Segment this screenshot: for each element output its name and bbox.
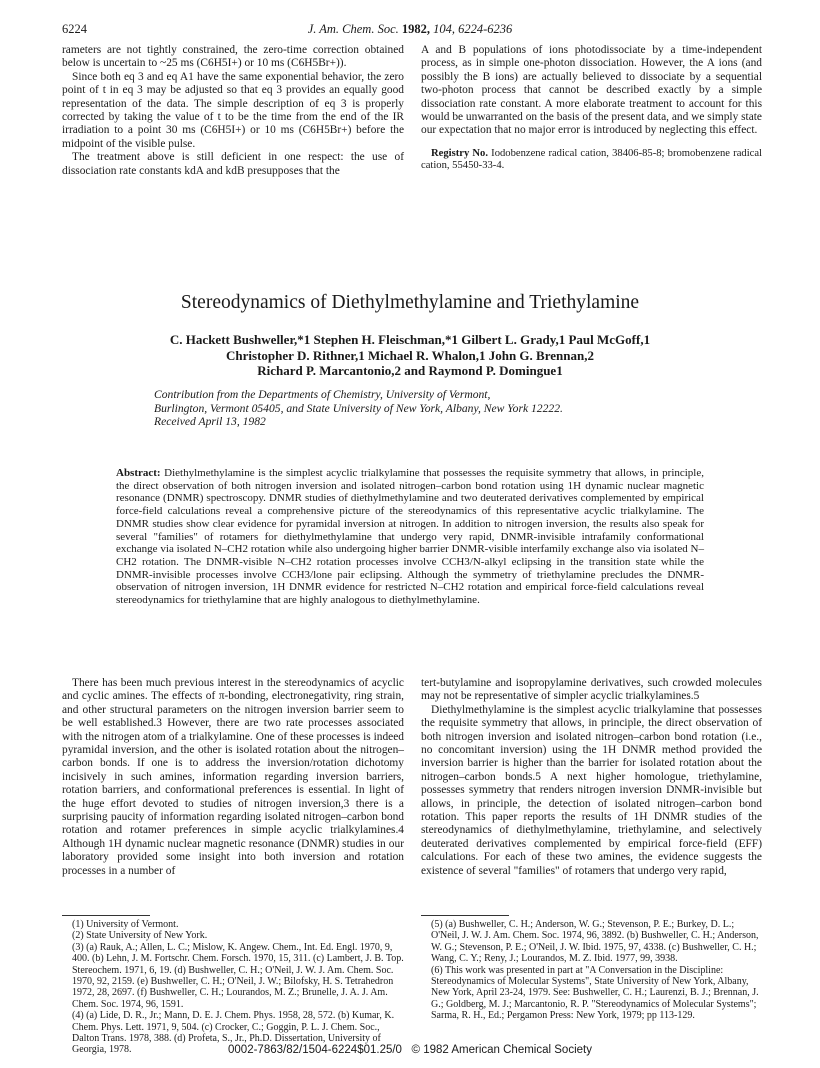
registry-text: Iodobenzene radical cation, 38406-85-8; bromobenzene radical cation, 55450-33-4.: [421, 147, 762, 172]
footnote-divider-left: [62, 915, 150, 916]
journal-header: [0, 22, 820, 37]
article-title: Stereodynamics of Diethylmethylamine and Triethylamine: [180, 292, 640, 313]
footnotes-left: [62, 919, 404, 1056]
copyright-notice: © 1982 American Chemical Society: [411, 1044, 592, 1056]
journal-volume-pages: 104, 6224-6236: [433, 22, 513, 36]
footnotes-right: [421, 919, 762, 1022]
body-right-column: [421, 677, 762, 878]
body-paragraph-1: There has been much previous interest in the stereodynamics of acyclic and cyclic amines. The effects of π-bonding, electronegativity, ring strain, and other structural parameters on the nitrogen inversion barrier seem to be well established.3 However, there are two rate processes associated with the nitrogen atom of a trialkylamine. One of these processes is indeed pyramidal inversion, and the other is isolated rotation about the nitrogen–carbon bonds. If one is to address the inversion/rotation dichotomy incisively in such amines, information regarding inversion barriers, rotation barriers, and conformational preferences is essential. In light of the huge effort devoted to studies of nitrogen inversion,3 there is a surprising paucity of information regarding isolated nitrogen–carbon bond rotation and rotamer preferences in simple acyclic trialkylamines.4 Although 1H dynamic nuclear magnetic resonance (DNMR) studies in our laboratory provided some insight into both inversion and rotation processes in a number of: [62, 677, 404, 877]
issn-code: 0002-7863/82/1504-6224$01.25/0: [228, 1044, 402, 1056]
page-number: 6224: [62, 22, 87, 36]
prev-paragraph-2: Since both eq 3 and eq A1 have the same exponential behavior, the zero point of t in eq 3 may be adjusted so that eq 3 provides an equally good representation of the data. The simple description of eq 3 is properly corrected by taking the value of t to be the time from the end of the IR irradiation to a point 30 ms (C6H5I+) or 10 ms (C6H5Br+) before the midpoint of the visible pulse.: [62, 70, 404, 150]
footnote-6: (6) This work was presented in part at "A Conversation in the Discipline: Stereodynamics of Molecular Systems", State University of New York, Albany, New York, April 23-24, 1979. See: Bushweller, C. H.; Laurenzi, B. J.; Brennan, J. G.; Goldberg, M. J.; Marcantonio, R. P. "Stereodynamics of Molecular Systems"; Sarma, R. H., Ed.; Pergamon Press: New York, 1979; pp 113-129.: [431, 964, 759, 1022]
footnote-3: (3) (a) Rauk, A.; Allen, L. C.; Mislow, K. Angew. Chem., Int. Ed. Engl. 1970, 9, 400. (b) Lehn, J. M. Fortschr. Chem. Forsch. 1970, 15, 311. (c) Lambert, J. B. Top. Stereochem. 1971, 6, 19. (d) Bushweller, C. H.; O'Neil, J. W. J. Am. Chem. Soc. 1970, 92, 2159. (e) Bushweller, C. H.; O'Neil, J. W.; Bilofsky, H. S. Tetrahedron 1972, 28, 2697. (f) Bushweller, C. H.; Lourandos, M. Z.; Brunelle, J. A. J. Am. Chem. Soc. 1974, 96, 1591.: [72, 941, 404, 1010]
prev-article-right-column: [421, 44, 762, 173]
prev-article-left-column: [62, 44, 404, 178]
abstract: [116, 467, 704, 607]
author-line-3: Richard P. Marcantonio,2 and Raymond P. Domingue1: [257, 363, 563, 379]
affiliation-line-1: Contribution from the Departments of Chemistry, University of Vermont,: [154, 388, 491, 401]
body-paragraph-3: Diethylmethylamine is the simplest acyclic trialkylamine that possesses the requisite symmetry that allows, in principle, the direct observation of both nitrogen inversion and isolated nitrogen–carbon bond rotation (i.e., no concomitant inversion) using the 1H DNMR method provided the inversion barrier is higher than the barrier for isolated rotation about the nitrogen–carbon bonds.5 A next higher homologue, triethylamine, possesses symmetry that renders nitrogen inversion DNMR-invisible but allows, in principle, the detection of isolated nitrogen–carbon bond rotation. This paper reports the results of 1H DNMR studies of the stereodynamics of diethylmethylamine, triethylamine, and selectively deuterated derivatives complemented by empirical force-field (EFF) calculations. For each of these two amines, the evidence suggests the existence of several "families" of rotamers that undergo very rapid,: [421, 703, 762, 877]
journal-year: 1982,: [401, 22, 431, 36]
author-line-2: Christopher D. Rithner,1 Michael R. Whalon,1 John G. Brennan,2: [226, 347, 594, 363]
body-left-column: [62, 677, 404, 878]
registry-label: Registry No.: [431, 147, 488, 159]
prev-paragraph-4: A and B populations of ions photodissociate by a time-independent process, as in simple one-photon dissociation. However, the A ions (and possibly the B ions) are actually believed to dissociate by a sequential two-photon process that cannot be described exactly by a simple dissociation rate constant. A more elaborate treatment to account for this would be unwarranted on the basis of the present data, and we simply state our expectation that no major error is introduced by neglecting this effect.: [421, 44, 762, 137]
copyright-footer: [0, 1044, 820, 1056]
prev-paragraph-1: rameters are not tightly constrained, the zero-time correction obtained below is uncertain to ~25 ms (C6H5I+) or 10 ms (C6H5Br+)).: [62, 44, 404, 70]
registry-numbers: [421, 148, 762, 173]
author-line-1: C. Hackett Bushweller,*1 Stephen H. Fleischman,*1 Gilbert L. Grady,1 Paul McGoff,1: [169, 332, 651, 347]
affiliation-block: [154, 388, 714, 429]
footnote-4: (4) (a) Lide, D. R., Jr.; Mann, D. E. J. Chem. Phys. 1958, 28, 572. (b) Kumar, K. Chem. Phys. Lett. 1971, 9, 504. (c) Crocker, C.; Goggin, P. L. J. Chem. Soc., Dalton Trans. 1978, 388. (d) Profeta, S., Jr., Ph.D. Dissertation, University of Georgia, 1978.: [72, 1010, 395, 1056]
author-list: [0, 332, 820, 379]
footnote-5: (5) (a) Bushweller, C. H.; Anderson, W. G.; Stevenson, P. E.; Burkey, D. L.; O'Neil, J. W. J. Am. Chem. Soc. 1974, 96, 3892. (b) Bushweller, C. H.; Anderson, W. G.; Stevenson, P. E.; O'Neil, J. W. Ibid. 1975, 97, 4338. (c) Bushweller, C. H.; Wang, C. Y.; Reny, J.; Lourandos, M. Z. Ibid. 1977, 99, 3938.: [431, 919, 759, 965]
received-date: Received April 13, 1982: [154, 415, 266, 429]
affiliation-line-2: Burlington, Vermont 05405, and State University of New York, Albany, New York 12222.: [154, 401, 563, 415]
footnote-2: (2) State University of New York.: [72, 930, 208, 942]
prev-paragraph-3: The treatment above is still deficient in one respect: the use of dissociation rate constants kdA and kdB presupposes that the: [62, 151, 404, 177]
body-paragraph-2: tert-butylamine and isopropylamine derivatives, such crowded molecules may not be representative of simpler acyclic trialkylamines.5: [421, 677, 762, 703]
footnote-1: (1) University of Vermont.: [72, 919, 179, 930]
footnote-divider-right: [421, 915, 509, 916]
journal-name: J. Am. Chem. Soc.: [307, 22, 399, 36]
abstract-text: Diethylmethylamine is the simplest acyclic trialkylamine that possesses the requisite symmetry that allows, in principle, the direct observation of both nitrogen inversion and isolated nitrogen–carbon bond rotation using 1H dynamic nuclear magnetic resonance (DNMR) spectroscopy. DNMR studies of diethylmethylamine and two deuterated derivatives complemented by empirical force-field calculations reveal a comprehensive picture of the stereodynamics of this representative acyclic trialkylamine. The DNMR studies show clear evidence for pyramidal inversion at nitrogen. In addition to nitrogen inversion, the results also speak for several "families" of rotamers for diethylmethylamine that undergo very rapid, DNMR-invisible intrafamily conformational exchange via isolated N–CH2 rotation while also undergoing higher barrier DNMR-visible interfamily exchange also via isolated N–CH2 rotation. The DNMR-visible N–CH2 rotation processes involve CCH3/N-alkyl eclipsing in the transition state while the DNMR-invisible processes involve CCH3/lone pair eclipsing. Although the symmetry of triethylamine precludes the DNMR-observation of nitrogen inversion, 1H DNMR evidence for restricted N–CH2 rotation and empirical force-field calculations reveal stereodynamics for triethylamine that are highly analogous to diethylmethylamine.: [116, 467, 704, 607]
abstract-label: Abstract:: [116, 467, 161, 479]
